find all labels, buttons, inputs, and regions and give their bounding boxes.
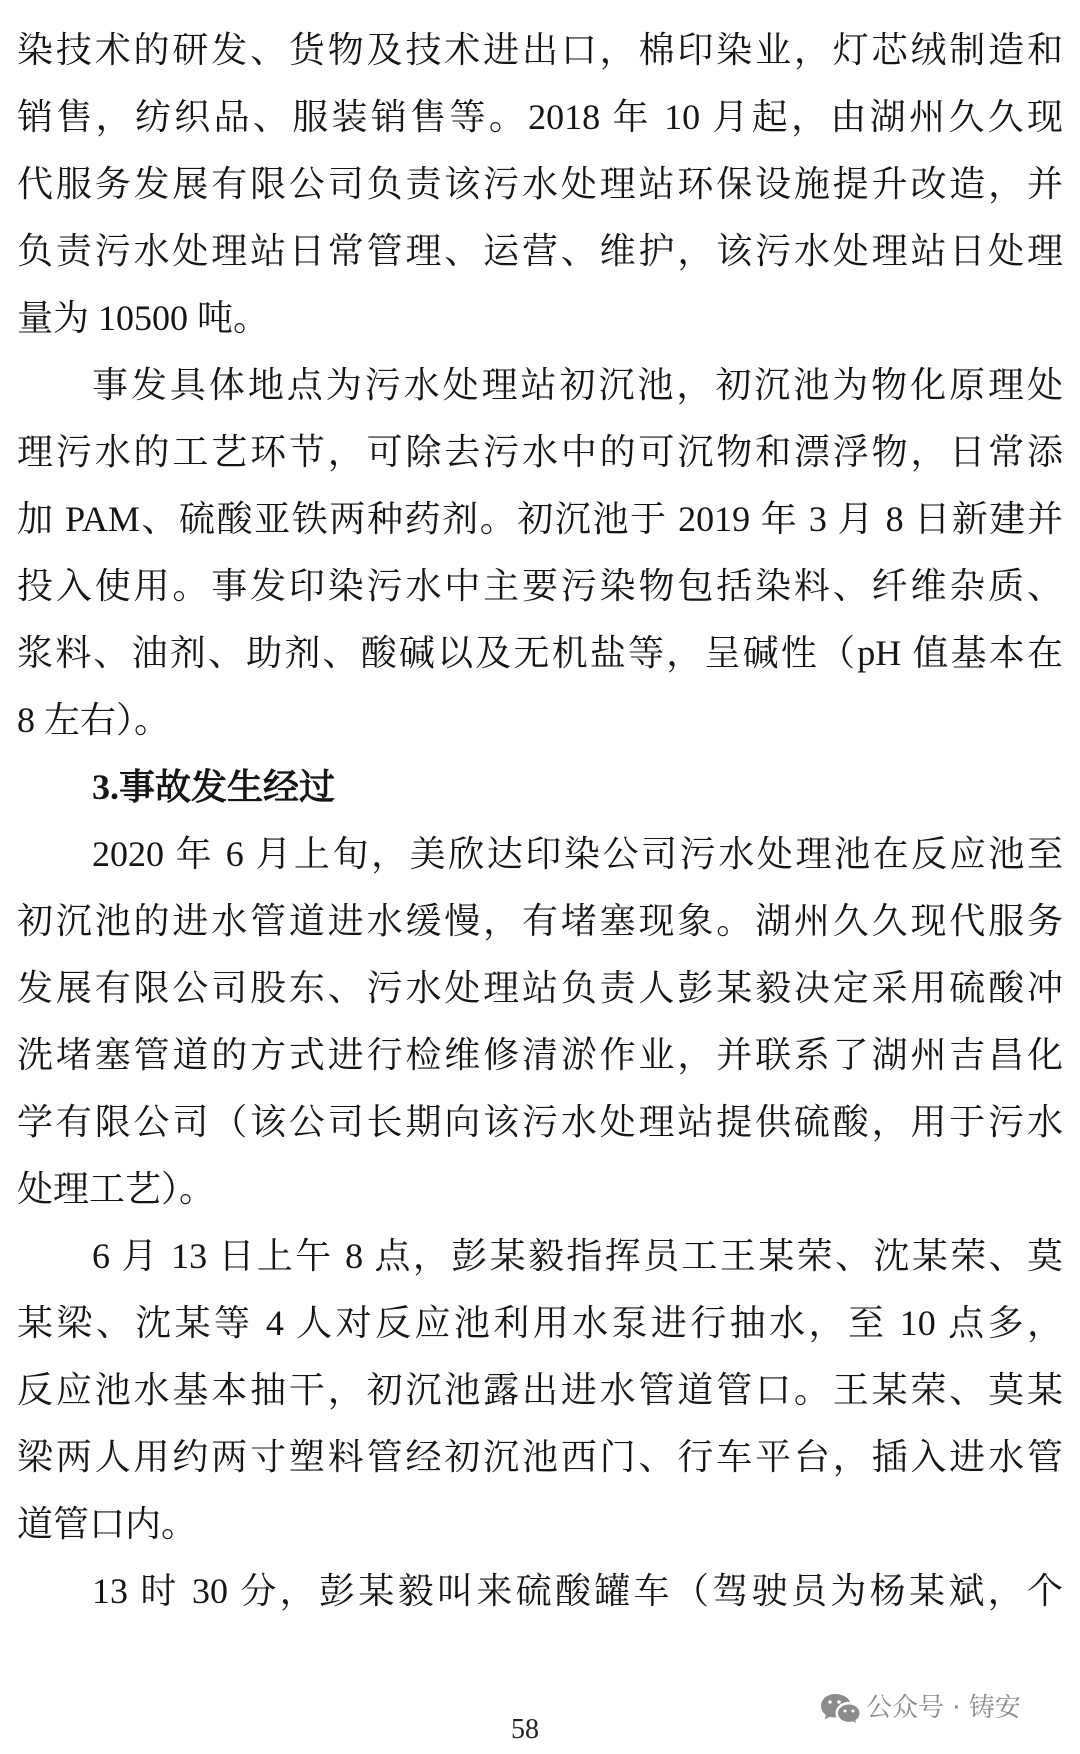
text-line: 2020 年 6 月上旬，美欣达印染公司污水处理池在反应池至 [92,834,1063,874]
text-line: 道管口内。 [17,1504,198,1544]
text-line: 学有限公司（该公司长期向该污水处理站提供硫酸，用于污水 [17,1102,1063,1142]
text-line: 浆料、油剂、助剂、酸碱以及无机盐等，呈碱性（pH 值基本在 [17,633,1063,673]
text-line: 投入使用。事发印染污水中主要污染物包括染料、纤维杂质、 [17,566,1063,606]
page-number: 58 [511,1714,539,1745]
text-line: 代服务发展有限公司负责该污水处理站环保设施提升改造，并 [17,164,1063,204]
text-line: 某梁、沈某等 4 人对反应池利用水泵进行抽水，至 10 点多， [17,1303,1063,1343]
text-line: 染技术的研发、货物及技术进出口，棉印染业，灯芯绒制造和 [17,30,1063,70]
text-line: 梁两人用约两寸塑料管经初沉池西门、行车平台，插入进水管 [17,1437,1063,1477]
text-line: 洗堵塞管道的方式进行检维修清淤作业，并联系了湖州吉昌化 [17,1035,1063,1075]
text-line: 量为 10500 吨。 [17,298,270,338]
text-line: 发展有限公司股东、污水处理站负责人彭某毅决定采用硫酸冲 [17,968,1063,1008]
text-line: 事发具体地点为污水处理站初沉池，初沉池为物化原理处 [92,365,1063,405]
text-line: 理污水的工艺环节，可除去污水中的可沉物和漂浮物，日常添 [17,432,1063,472]
text-line: 13 时 30 分，彭某毅叫来硫酸罐车（驾驶员为杨某斌，个 [92,1571,1063,1611]
text-line: 反应池水基本抽干，初沉池露出进水管道管口。王某荣、莫某 [17,1370,1063,1410]
text-line: 6 月 13 日上午 8 点，彭某毅指挥员工王某荣、沈某荣、莫 [92,1236,1063,1276]
watermark [820,1690,1021,1726]
watermark-label: 公众号 · 铸安 [866,1693,1021,1723]
section-heading: 3.事故发生经过 [92,767,336,807]
text-line: 负责污水处理站日常管理、运营、维护，该污水处理站日处理 [17,231,1063,271]
text-line: 销售，纺织品、服装销售等。2018 年 10 月起，由湖州久久现 [17,97,1063,137]
text-line: 8 左右）。 [17,700,171,740]
wechat-icon [820,1692,860,1724]
text-line: 加 PAM、硫酸亚铁两种药剂。初沉池于 2019 年 3 月 8 日新建并 [17,499,1063,539]
document-body [17,17,1063,1625]
text-line: 初沉池的进水管道进水缓慢，有堵塞现象。湖州久久现代服务 [17,901,1063,941]
text-line: 处理工艺）。 [17,1169,216,1209]
